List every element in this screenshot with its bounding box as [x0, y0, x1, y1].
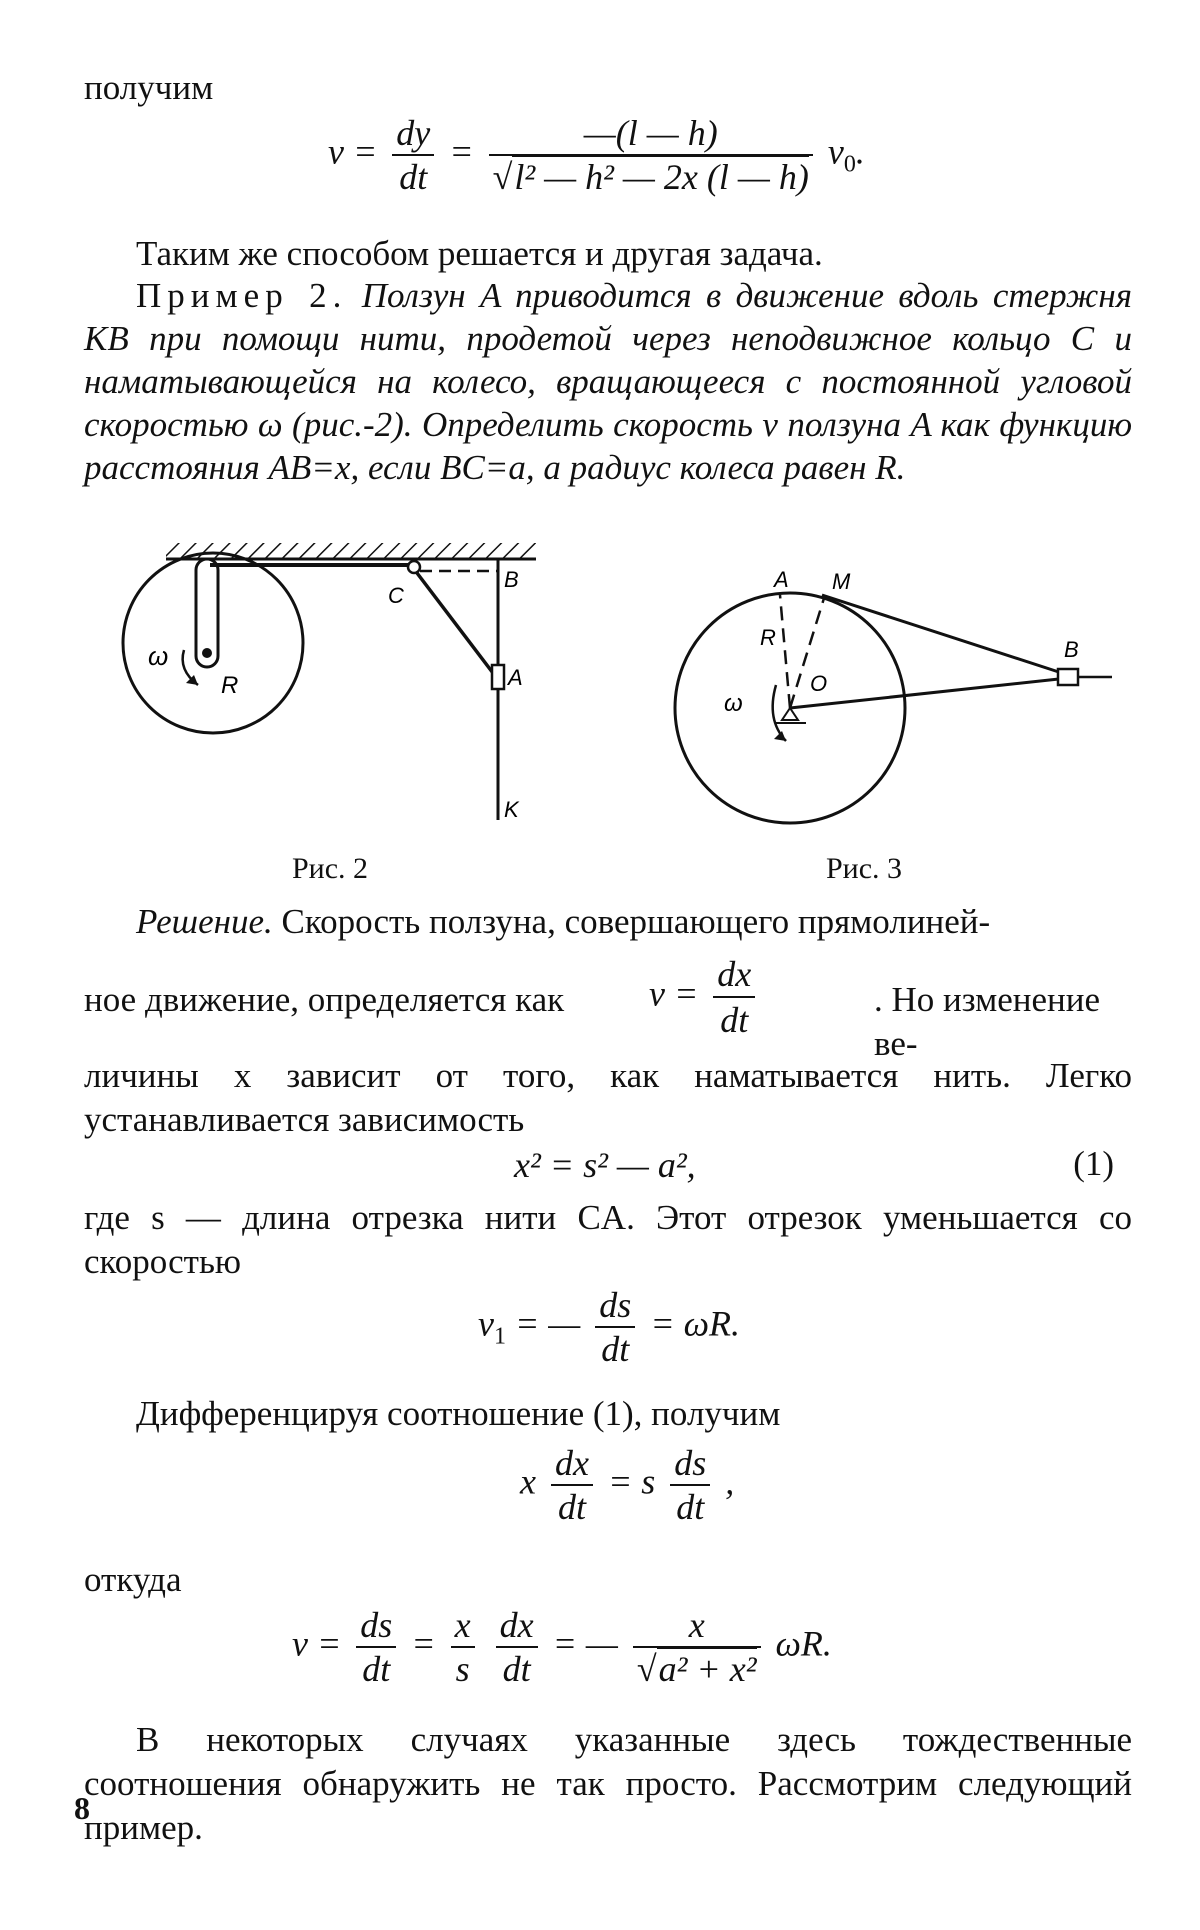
eq-diff-tail: ,	[725, 1461, 735, 1502]
solution-line-2	[84, 952, 1132, 1063]
eq-diff-num1: dx	[554, 1443, 589, 1483]
fig3-slider-b	[1058, 669, 1078, 685]
fig2-c: C	[388, 583, 404, 608]
equation-v1	[478, 1284, 740, 1370]
slider-a	[492, 665, 504, 689]
eq1-frac2-den-wrap	[489, 154, 813, 198]
eq-final-e2: = —	[552, 1623, 618, 1664]
text-poluchim: получим	[84, 68, 214, 107]
fig3-r: R	[760, 625, 776, 650]
eq-final-f1-den: dt	[356, 1646, 396, 1690]
eq-final-f2-num: x	[454, 1605, 471, 1645]
eq-final-f4-num: x	[688, 1605, 705, 1645]
eq1-frac2-num: —(l — h)	[583, 113, 718, 153]
eq-final-f4-den-wrap: √a² + x²	[633, 1646, 761, 1690]
eq-v1-rhs: = ωR.	[650, 1303, 741, 1344]
eq-final-f3-den: dt	[496, 1646, 538, 1690]
eq-v1-den: dt	[595, 1326, 635, 1370]
solution-text-1: Скорость ползуна, совершающего прямолиней-	[272, 902, 991, 941]
ring-c	[408, 561, 420, 573]
eq1-frac1-den: dt	[392, 154, 434, 198]
equation-v-dx-dt	[649, 952, 761, 1042]
eq1-frac-dy-dt	[392, 112, 434, 198]
text-differentiate: Дифференцируя соотношение (1), получим	[136, 1394, 781, 1433]
eq-final-f3-num: dx	[499, 1605, 534, 1645]
eq-vdx-frac	[713, 952, 755, 1042]
eq-v1-eq: = —	[514, 1303, 581, 1344]
eq-final-e1: =	[411, 1623, 436, 1664]
equation-differential	[520, 1442, 734, 1528]
fig3-omega: ω	[724, 690, 743, 717]
solution-text-2b: . Но изменение ве-	[874, 980, 1101, 1063]
eq1-frac2-den: l² — h² — 2x (l — h)	[514, 157, 809, 197]
example-2-paragraph	[84, 274, 1132, 489]
text-last-paragraph: В некоторых случаях указанные здесь тождественные соотношения обнаружить не так просто. Рассмотрим следующий пример.	[84, 1720, 1132, 1847]
eq-final-frac4	[633, 1604, 761, 1690]
eq1-frac1-num: dy	[396, 113, 431, 153]
eq-v1-lhs: v	[478, 1303, 494, 1344]
wheel-axle	[202, 648, 212, 658]
eq-vdx-num: dx	[717, 954, 752, 994]
eq-diff-mid: = s	[607, 1461, 656, 1502]
eq1-frac-main	[489, 112, 813, 198]
eq-v1-frac	[595, 1284, 635, 1370]
eq1-tail-sub: 0	[843, 151, 856, 178]
fig3-radius-oa	[780, 595, 790, 708]
example-label: Пример 2.	[136, 276, 348, 315]
solution-line-1	[84, 900, 1132, 944]
fig2-a: A	[508, 665, 523, 690]
eq-vdx-lhs: v =	[649, 973, 699, 1014]
solution-label: Решение.	[136, 902, 273, 941]
figure-2-diagram	[118, 535, 548, 835]
fig3-tangent-mb	[822, 595, 1068, 675]
eq-final-f1-num: ds	[360, 1605, 393, 1645]
eq1-tail: v	[827, 131, 844, 172]
thread-ca	[417, 573, 496, 677]
page-number: 8	[74, 1790, 90, 1826]
example-text: Ползун A приводится в движение вдоль стержня KB при помощи нити, продетой через неподвижное кольцо C и наматывающейся на колесо, вращающееся с постоянной угловой скоростью ω (рис.-2). Определить скорость v ползуна A как функцию расстояния AB=x, если BC=a, а радиус колеса равен R.	[84, 276, 1132, 487]
ceiling-hatch	[166, 543, 536, 559]
figure-2-caption: Рис. 2	[292, 852, 369, 885]
fig3-b: B	[1064, 637, 1079, 662]
eq-v1-sub: 1	[493, 1323, 506, 1350]
eq-diff-num2: ds	[674, 1443, 707, 1483]
eq-vdx-den: dt	[713, 996, 755, 1042]
eq-final-frac3	[496, 1604, 538, 1690]
solution-text-3: личины x зависит от того, как наматывается нить. Легко устанавливается зависимость	[84, 1056, 1132, 1139]
eq-final-frac2	[451, 1604, 475, 1690]
eq-final-lhs: v =	[292, 1623, 342, 1664]
text-otkuda: откуда	[84, 1560, 182, 1599]
figure-3-caption: Рис. 3	[826, 852, 903, 885]
eq-diff-frac1	[551, 1442, 593, 1528]
eq1-lhs: v =	[328, 131, 378, 172]
fig2-k: K	[504, 797, 519, 822]
eq1-root-sign: √	[492, 157, 513, 197]
text-same-way: Таким же способом решается и другая задача.	[136, 234, 823, 273]
fig2-omega: ω	[148, 641, 169, 671]
figure-3-diagram	[660, 545, 1130, 825]
eq-diff-den1: dt	[551, 1484, 593, 1528]
fig3-a: A	[774, 567, 789, 592]
fig3-rotation-arrow	[773, 685, 786, 741]
text-s-length: где s — длина отрезка нити CA. Этот отрезок уменьшается со скоростью	[84, 1198, 1132, 1281]
fig3-line-ob	[790, 678, 1068, 708]
eq-v1-num: ds	[599, 1285, 632, 1325]
eq-diff-x: x	[520, 1461, 536, 1502]
eq-final-f4-den: a² + x²	[658, 1649, 757, 1689]
solution-text-2a: ное движение, определяется как	[84, 980, 565, 1019]
fig2-b: B	[504, 567, 519, 592]
fig2-r: R	[221, 672, 239, 699]
fig3-m: M	[832, 569, 851, 594]
eq-final-tail: ωR.	[775, 1623, 832, 1664]
eq-final-frac1	[356, 1604, 396, 1690]
fig3-o: O	[810, 671, 828, 696]
equation-velocity-dy	[328, 112, 865, 198]
eq-diff-den2: dt	[670, 1484, 710, 1528]
equation-number-1: (1)	[1073, 1144, 1114, 1183]
fig3-pivot	[782, 708, 798, 720]
eq1-eq-sign: =	[449, 131, 474, 172]
eq1-tail-dot: .	[855, 131, 865, 172]
eq-final-f2-den: s	[451, 1646, 475, 1690]
equation-final	[292, 1604, 832, 1690]
eq-diff-frac2	[670, 1442, 710, 1528]
equation-relation-1: x² = s² — a²,	[514, 1145, 696, 1185]
